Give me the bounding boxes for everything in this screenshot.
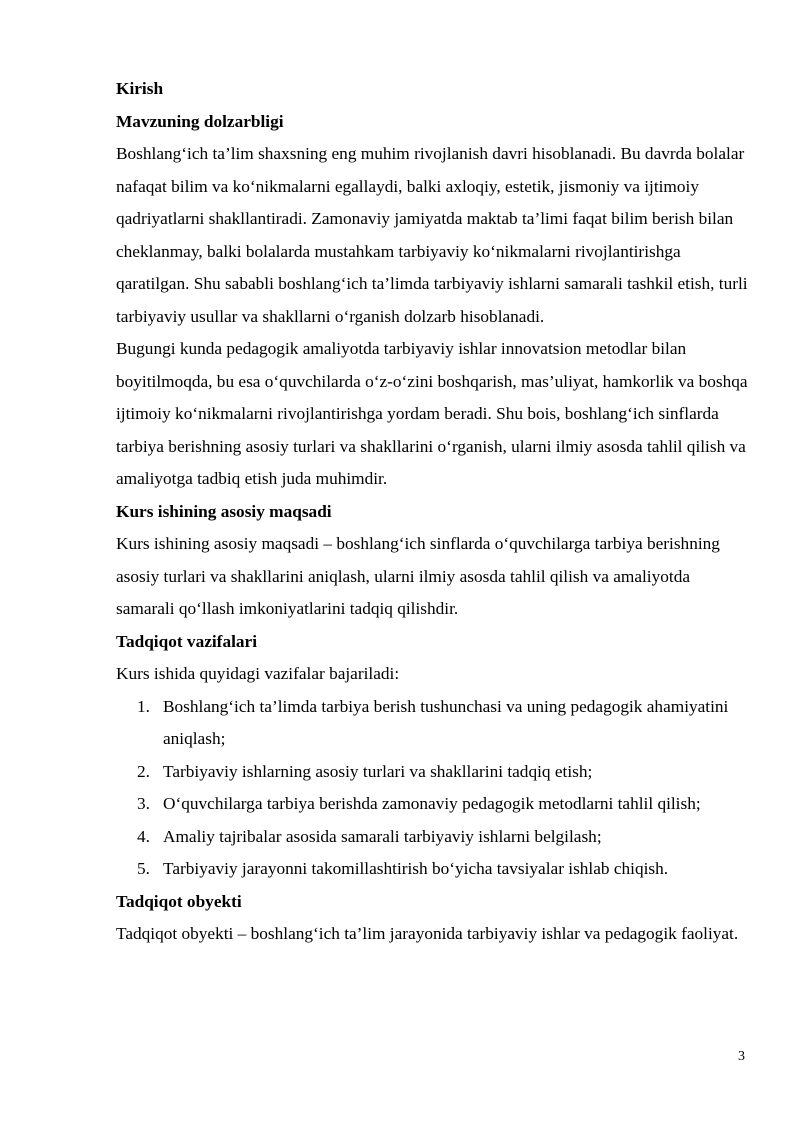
list-item-number: 4. [137, 826, 150, 846]
list-item-text: Boshlang‘ich ta’limda tarbiya berish tushunchasi va uning pedagogik ahamiyatini aniqlash; [163, 696, 729, 748]
list-item-number: 5. [137, 859, 150, 878]
list-item-text: Tarbiyaviy ishlarning asosiy turlari va shakllarini tadqiq etish; [163, 761, 593, 781]
list-item [116, 853, 752, 886]
intro-heading: Kirish [116, 79, 164, 98]
tasks-intro: Kurs ishida quyidagi vazifalar bajariladi: [116, 664, 400, 683]
object-paragraph: Tadqiqot obyekti – boshlang‘ich ta’lim jarayonida tarbiyaviy ishlar va pedagogik faoliyat. [116, 924, 739, 943]
relevance-heading: Mavzuning dolzarbligi [116, 111, 284, 131]
list-item-number: 1. [137, 696, 150, 716]
tasks-list [116, 691, 752, 886]
list-item-number: 2. [137, 761, 150, 781]
relevance-paragraph-1: Boshlang‘ich ta’lim shaxsning eng muhim rivojlanish davri hisoblanadi. Bu davrda bolalar nafaqat bilim va ko‘nikmalarni egallaydi, balki axloqiy, estetik, jismoniy va ijtimoiy qadriyatlarni shakllantiradi. Zamonaviy jamiyatda maktab ta’limi faqat bilim berish bilan cheklanmay, balki bolalarda mustahkam tarbiyaviy ko‘nikmalarni rivojlantirishga qaratilgan. Shu sababli boshlang‘ich ta’limda tarbiyaviy ishlarni samarali tashkil etish, turli tarbiyaviy usullar va shakllarni o‘rganish dolzarb hisoblanadi. [116, 144, 748, 326]
list-item [116, 788, 752, 821]
page-content [116, 73, 752, 951]
list-item [116, 756, 752, 789]
list-item-text: Amaliy tajribalar asosida samarali tarbiyaviy ishlarni belgilash; [163, 826, 602, 846]
goal-heading: Kurs ishining asosiy maqsadi [116, 501, 332, 521]
list-item-text: Tarbiyaviy jarayonni takomillashtirish bo‘yicha tavsiyalar ishlab chiqish. [163, 859, 669, 878]
relevance-paragraph-2: Bugungi kunda pedagogik amaliyotda tarbiyaviy ishlar innovatsion metodlar bilan boyitilmoqda, bu esa o‘quvchilarda o‘z-o‘zini boshqarish, mas’uliyat, hamkorlik va boshqa ijtimoiy ko‘nikmalarni rivojlantirishga yordam beradi. Shu bois, boshlang‘ich sinflarda tarbiya berishning asosiy turlari va shakllarini o‘rganish, ularni ilmiy asosda tahlil qilish va amaliyotga tadbiq etish juda muhimdir. [116, 339, 748, 488]
object-heading: Tadqiqot obyekti [116, 891, 242, 911]
list-item [116, 821, 752, 854]
list-item [116, 691, 752, 756]
goal-paragraph: Kurs ishining asosiy maqsadi – boshlang‘ich sinflarda o‘quvchilarga tarbiya berishning asosiy turlari va shakllarini aniqlash, ularni ilmiy asosda tahlil qilish va amaliyotda samarali qo‘llash imkoniyatlarini tadqiq qilishdir. [116, 534, 720, 618]
list-item-text: O‘quvchilarga tarbiya berishda zamonaviy pedagogik metodlarni tahlil qilish; [163, 794, 701, 813]
tasks-heading: Tadqiqot vazifalari [116, 631, 257, 651]
list-item-number: 3. [137, 794, 150, 813]
page-number: 3 [738, 1049, 745, 1064]
